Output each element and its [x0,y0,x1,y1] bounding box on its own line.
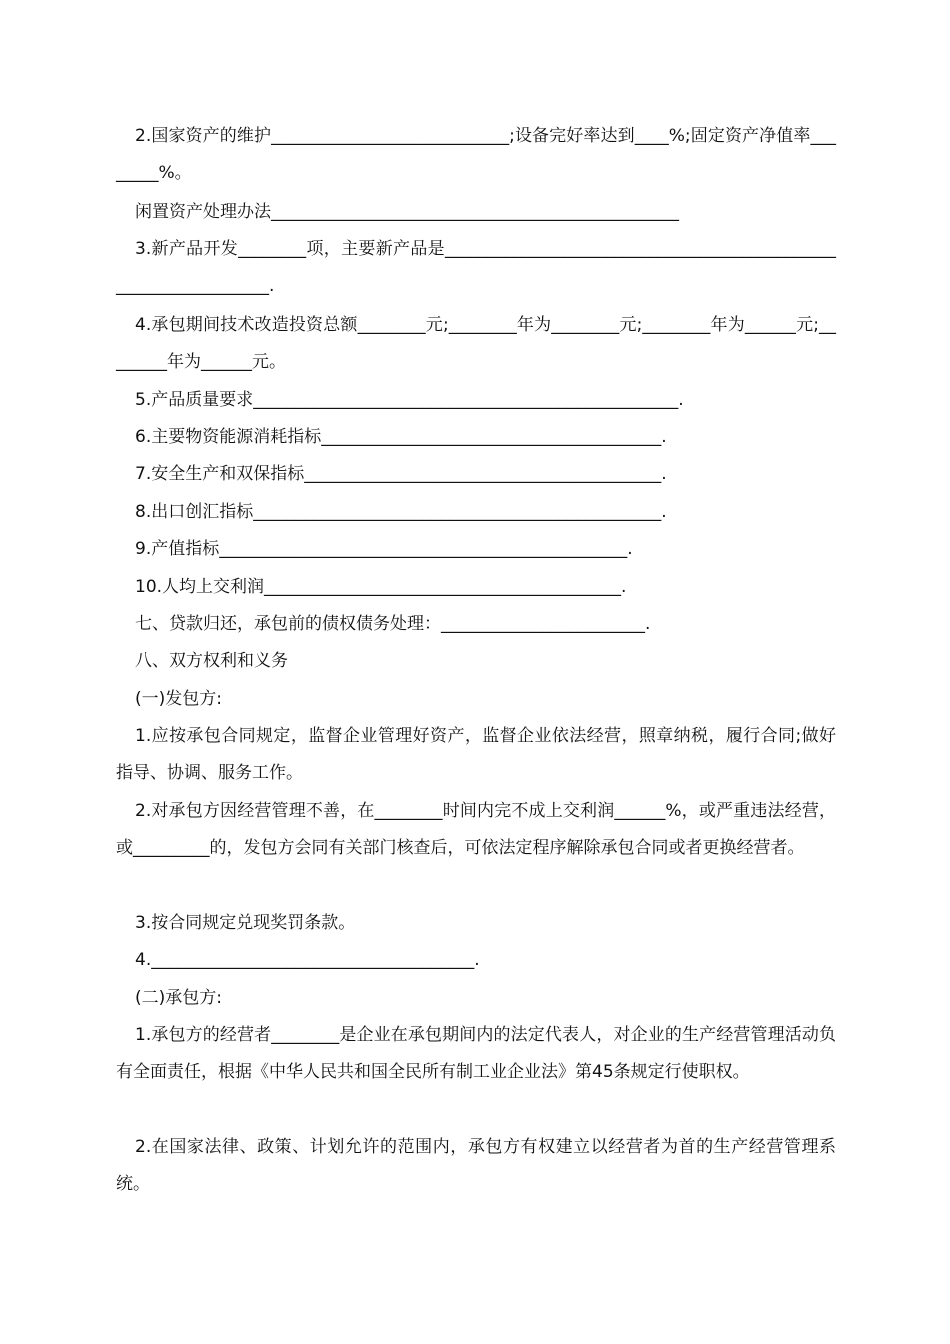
clause-6-2: 2.国家资产的维护____________________________;设备完好率达到____%;固定资产净值率________%。 [116,126,836,183]
clause-6-8: 8.出口创汇指标________________________________________________. [135,502,667,522]
employer-clause-4: 4.______________________________________. [135,950,480,970]
contractor-clause-1: 1.承包方的经营者________是企业在承包期间内的法定代表人，对企业的生产经营管理活动负有全面责任，根据《中华人民共和国全民所有制工业企业法》第45条规定行使职权。 [116,1025,836,1082]
clause-6-9: 9.产值指标________________________________________________. [135,539,633,559]
employer-clause-1: 1.应按承包合同规定，监督企业管理好资产，监督企业依法经营，照章纳税，履行合同;做好指导、协调、服务工作。 [116,726,836,783]
clause-6-10: 10.人均上交利润__________________________________________. [135,577,627,597]
clause-6-6: 6.主要物资能源消耗指标________________________________________. [135,427,667,447]
subsection-contractor-heading: (二)承包方: [135,988,222,1008]
clause-6-4: 4.承包期间技术改造投资总额________元;________年为________元;________年为______元;________年为______元。 [116,315,836,372]
clause-6-5: 5.产品质量要求__________________________________________________. [135,390,684,410]
clause-6-2-idle-assets: 闲置资产处理办法________________________________________________ [135,202,679,222]
clause-6-7: 7.安全生产和双保指标__________________________________________. [135,464,667,484]
employer-clause-3: 3.按合同规定兑现奖罚条款。 [135,913,356,933]
subsection-employer-heading: (一)发包方: [135,689,222,709]
contractor-clause-2: 2.在国家法律、政策、计划允许的范围内，承包方有权建立以经营者为首的生产经营管理系统。 [116,1137,836,1194]
clause-6-3: 3.新产品开发________项，主要新产品是________________________________________________________________. [116,239,836,296]
section-7-heading: 七、贷款归还，承包前的债权债务处理：________________________. [135,614,651,634]
employer-clause-2: 2.对承包方因经营管理不善，在________时间内完不成上交利润______%，或严重违法经营，或_________的，发包方会同有关部门核查后，可依法定程序解除承包合同或者更换经营者。 [116,801,836,858]
section-8-heading: 八、双方权利和义务 [135,651,288,671]
